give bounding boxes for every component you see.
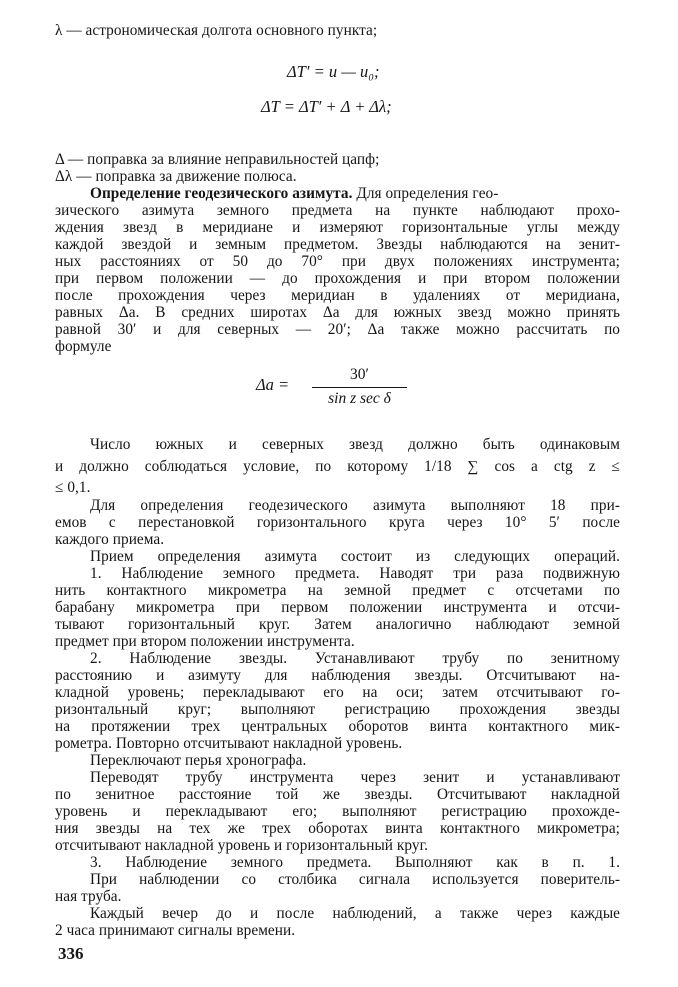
text-line: емов с перестановкой горизонтального круга через 10° 5′ после	[55, 514, 620, 531]
text-line: рометра. Повторно отсчитывают накладной уровень.	[55, 735, 403, 752]
text-line: при первом положении — до прохождения и при втором положении	[55, 270, 620, 287]
text-line: 1. Наблюдение земного предмета. Наводят три раза подвижную	[90, 565, 620, 582]
text-line: на протяжении трех центральных оборотов винта контактного мик-	[55, 718, 620, 735]
text-line: отсчитывают накладной уровень и горизонтальный круг.	[55, 837, 429, 854]
text-line: равной 30′ и для северных — 20′; Δa также можно рассчитать по	[55, 321, 620, 338]
text-line: по зенитное расстояние той же звезды. Отсчитывают накладной	[55, 786, 620, 803]
formula-lhs: Δa =	[256, 375, 290, 394]
text-line: Прием определения азимута состоит из следующих операций.	[90, 548, 620, 565]
fraction-numerator: 30′	[350, 366, 369, 383]
text-line: ризонтальный круг; выполняют регистрацию прохождения звезды	[55, 701, 620, 718]
text-line: При наблюдении со столбика сигнала используется поверитель-	[90, 871, 620, 888]
equation-delta-t: ΔT = ΔT′ + Δ + Δλ;	[261, 97, 392, 116]
text-line: Для определения геодезического азимута выполняют 18 при-	[90, 497, 620, 514]
text-line: Число южных и северных звезд должно быть одинаковым	[90, 436, 620, 453]
equation-delta-t-prime: ΔT′ = u — u₀;	[287, 62, 380, 81]
text-line: зического азимута земного предмета на пункте наблюдают прохо-	[55, 202, 620, 219]
text-line: Каждый вечер до и после наблюдений, а также через каждые	[90, 905, 620, 922]
text-line: кладной уровень; перекладывают его на оси; затем отсчитывают го-	[55, 684, 620, 701]
text-line: тывают горизонтальный круг. Затем аналогично наблюдают земной	[55, 616, 620, 633]
text-line: уровень и перекладывают его; выполняют регистрацию прохожде-	[55, 803, 620, 820]
text-line: ная труба.	[55, 888, 122, 905]
text-line: после прохождения через меридиан в удалениях от меридиана,	[55, 287, 620, 304]
text-line: Δ — поправка за влияние неправильностей цапф;	[55, 151, 380, 168]
text-line: нить контактного микрометра на земной предмет с отсчетами по	[55, 582, 620, 599]
text-line: ных расстояниях от 50 до 70° при двух положениях инструмента;	[55, 253, 620, 270]
text-line: равных Δa. В средних широтах Δa для южных звезд можно принять	[55, 304, 620, 321]
text-line: ждения звезд в меридиане и измеряют горизонтальные углы между	[55, 219, 620, 236]
fraction-denominator: sin z sec δ	[328, 390, 391, 407]
text-line: расстоянию и азимуту для наблюдения звезды. Отсчитывают на-	[55, 667, 620, 684]
text-line: λ — астрономическая долгота основного пункта;	[55, 22, 378, 39]
text-line: ния звезды на тех же трех оборотах винта контактного микрометра;	[55, 820, 620, 837]
page-number: 336	[58, 944, 84, 963]
text-line: предмет при втором положении инструмента.	[55, 633, 355, 650]
text-line: 2 часа принимают сигналы времени.	[55, 922, 296, 939]
fraction-bar	[312, 387, 407, 388]
text-line: Δλ — поправка за движение полюса.	[55, 168, 297, 185]
text-line: ≤ 0,1.	[55, 479, 91, 496]
text-line: барабану микрометра при первом положении инструмента и отсчи-	[55, 599, 620, 616]
text-line: формуле	[55, 338, 112, 355]
text-line: 3. Наблюдение земного предмета. Выполняют как в п. 1.	[90, 854, 620, 871]
text-line: 2. Наблюдение звезды. Устанавливают трубу по зенитному	[90, 650, 620, 667]
text-fragment: Для определения гeo-	[356, 185, 499, 202]
formula-fraction	[312, 366, 407, 408]
text-line: каждой звездой и земным предметом. Звезды наблюдаются на зенит-	[55, 236, 620, 253]
text-line: Переключают перья хронографа.	[90, 752, 307, 769]
text-line: каждого приема.	[55, 531, 165, 548]
paragraph-heading-line	[90, 185, 620, 203]
text-line: и должно соблюдаться условие, по которому 1/18 ∑ cos a ctg z ≤	[55, 458, 620, 475]
section-heading: Определение геодезического азимута.	[90, 185, 353, 202]
text-line: Переводят трубу инструмента через зенит и устанавливают	[90, 769, 620, 786]
